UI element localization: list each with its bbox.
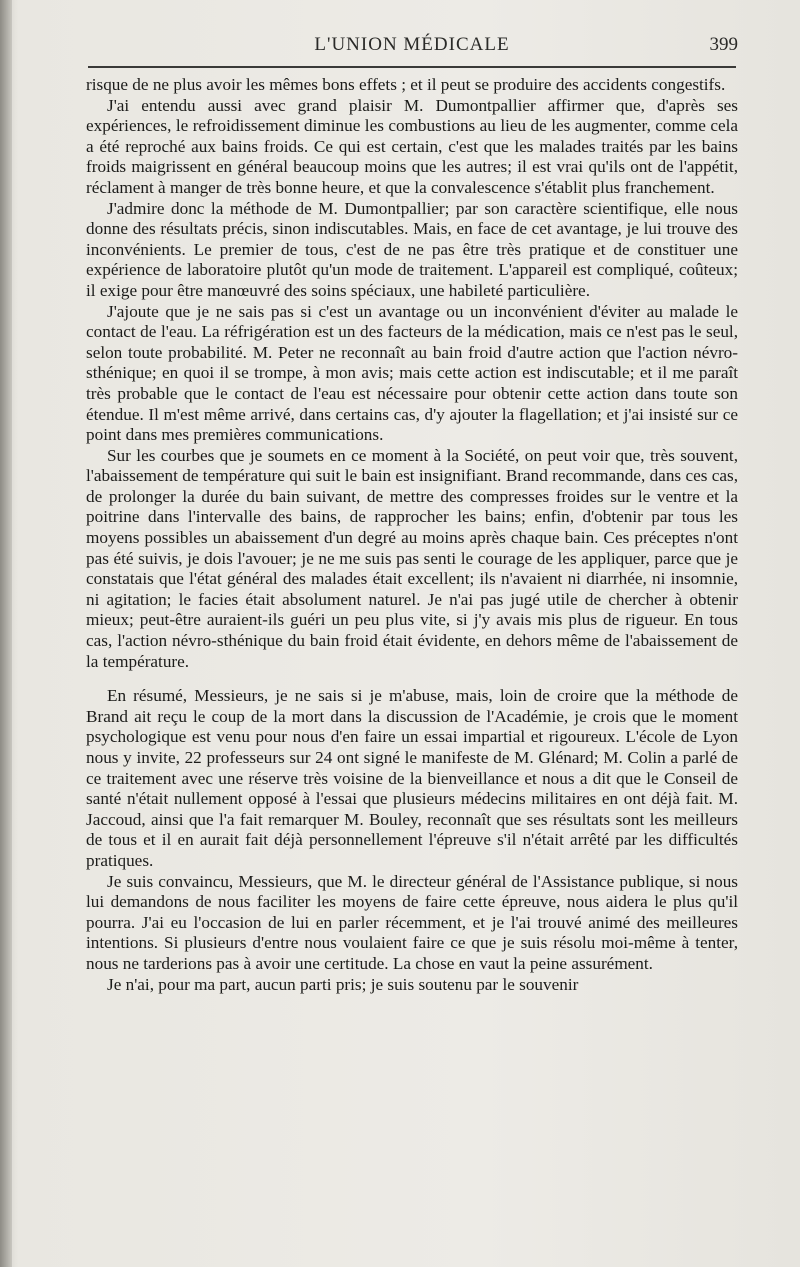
paragraph: J'admire donc la méthode de M. Dumontpallier; par son caractère scientifique, elle nous donne des résultats précis, sinon indiscutables. Mais, en face de cet avantage, je lui trouve des inconvénients. Le premier de tous, c'est de ne pas être très pratique et de constituer une expérience de laboratoire plutôt qu'un mode de traitement. L'appareil est compliqué, coûteux; il exige pour être manœuvré des soins spéciaux, une habileté particulière. xyxy=(86,198,738,300)
paragraph: Je suis convaincu, Messieurs, que M. le directeur général de l'Assistance publique, si nous lui demandons de nous faciliter les moyens de faire cette épreuve, nous aidera le plus qu'il pourra. J'ai eu l'occasion de lui en parler récemment, et je l'ai trouvé animé des meilleures intentions. Si plusieurs d'entre nous voulaient faire ce que je suis résolu moi-même à tenter, nous ne tarderions pas à avoir une certitude. La chose en vaut la peine assurément. xyxy=(86,871,738,973)
paragraph: J'ajoute que je ne sais pas si c'est un avantage ou un inconvénient d'éviter au malade le contact de l'eau. La réfrigération est un des facteurs de la médication, mais ce n'est pas le seul, selon toute probabilité. M. Peter ne reconnaît au bain froid d'autre action que l'action névro-sthénique; en quoi il se trompe, à mon avis; mais cette action est indiscutable; et il me paraît très probable que le contact de l'eau est nécessaire pour obtenir cette action dans toute son étendue. Il m'est même arrivé, dans certains cas, d'y ajouter la flagellation; et j'ai insisté sur ce point dans mes premières communications. xyxy=(86,301,738,445)
paragraph: J'ai entendu aussi avec grand plaisir M. Dumontpallier affirmer que, d'après ses expériences, le refroidissement diminue les combustions au lieu de les augmenter, comme cela a été reproché aux bains froids. Ce qui est certain, c'est que les malades traités par les bains froids maigrissent en général beaucoup moins que les autres; il est vrai qu'ils ont de l'appétit, réclament à manger de très bonne heure, et que la convalescence s'établit plus franchement. xyxy=(86,95,738,197)
header-rule xyxy=(88,66,736,68)
body-text xyxy=(86,75,738,995)
paragraph: En résumé, Messieurs, je ne sais si je m'abuse, mais, loin de croire que la méthode de Brand ait reçu le coup de la mort dans la discussion de l'Académie, je crois que le moment psychologique est venu pour nous d'en faire un essai impartial et rigoureux. L'école de Lyon nous y invite, 22 professeurs sur 24 ont signé le manifeste de M. Glénard; M. Colin a parlé de ce traitement avec une réserve très voisine de la bienveillance et nous a dit que le Conseil de santé n'était nullement opposé à l'essai que plusieurs médecins militaires en ont déjà fait. M. Jaccoud, ainsi que l'a fait remarquer M. Bouley, reconnaît que ses résultats sont les meilleurs de tous et il en aurait fait déjà personnellement l'épreuve s'il n'était arrêté par les difficultés pratiques. xyxy=(86,686,738,870)
page-edge-shadow xyxy=(0,0,12,1267)
page-header xyxy=(86,30,738,60)
page-number: 399 xyxy=(709,34,738,55)
paragraph-last: Je n'ai, pour ma part, aucun parti pris; je suis soutenu par le souvenir xyxy=(107,974,579,994)
paragraph-continued: risque de ne plus avoir les mêmes bons effets ; et il peut se produire des accidents congestifs. xyxy=(86,75,726,94)
running-title: L'UNION MÉDICALE xyxy=(314,34,510,55)
paragraph: Sur les courbes que je soumets en ce moment à la Société, on peut voir que, très souvent, l'abaissement de température qui suit le bain est insignifiant. Brand recommande, dans ces cas, de prolonger la durée du bain suivant, de mettre des compresses froides sur le ventre et la poitrine dans l'intervalle des bains, de rapprocher les bains; enfin, d'obtenir par tous les moyens possibles un abaissement d'un degré au moins après chaque bain. Ces préceptes n'ont pas été suivis, je dois l'avouer; je ne me suis pas senti le courage de les appliquer, parce que je constatais que l'état général des malades était excellent; ils n'avaient ni diarrhée, ni insomnie, ni agitation; le facies était absolument naturel. Je n'ai pas jugé utile de chercher à obtenir mieux; peut-être auraient-ils guéri un peu plus vite, si j'y avais mis plus de rigueur. En tous cas, l'action névro-sthénique du bain froid était évidente, en dehors même de l'abaissement de la température. xyxy=(86,445,738,671)
